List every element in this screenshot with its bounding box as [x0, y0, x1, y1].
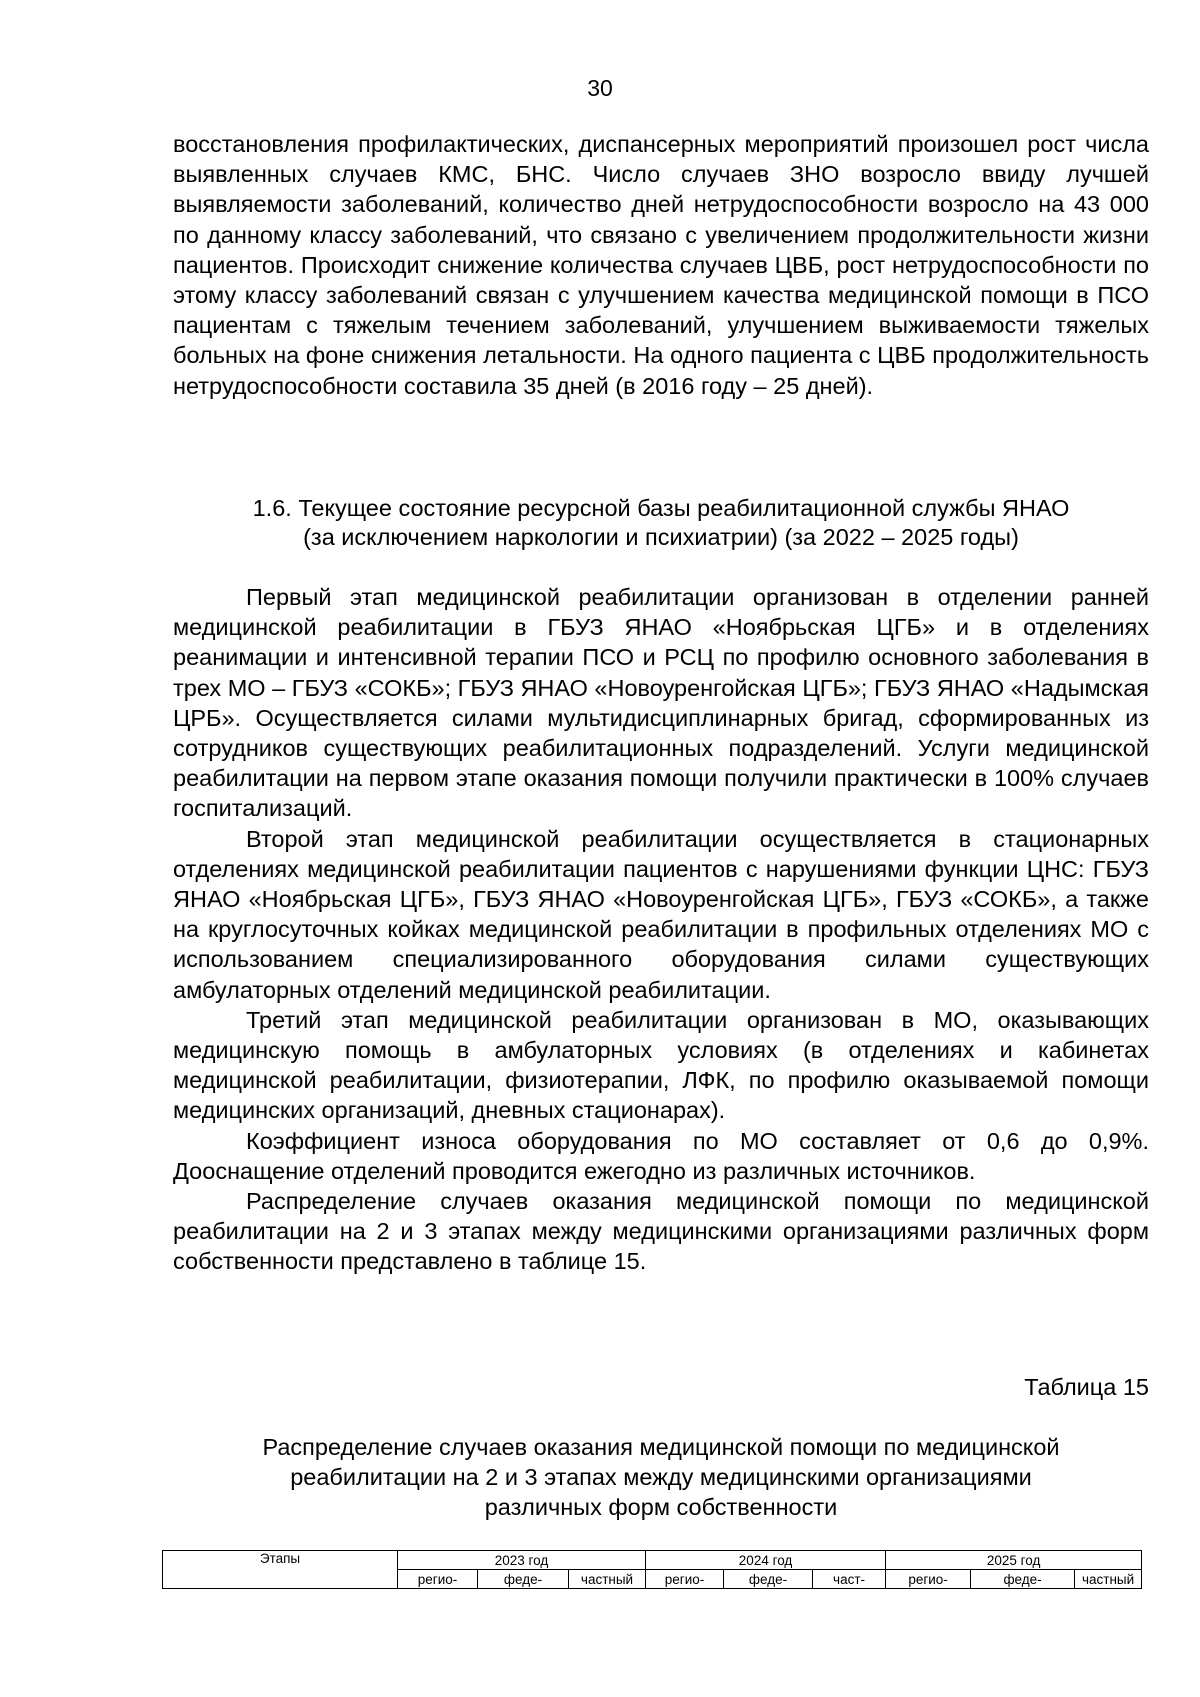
table-caption-line-3: различных форм собственности — [484, 1494, 838, 1520]
paragraph-equipment-wear: Коэффициент износа оборудования по МО составляет от 0,6 до 0,9%. Дооснащение отделений проводится ежегодно из различных источников. — [173, 1127, 1149, 1184]
table-header-2025-federal: феде- — [971, 1570, 1075, 1589]
paragraph-first-stage: Первый этап медицинской реабилитации организован в отделении ранней медицинской реабилитации в ГБУЗ ЯНАО «Ноябрьская ЦГБ» и в отделениях реанимации и интенсивной терапии ПСО и РСЦ по профилю основного заболевания в трех МО – ГБУЗ «СОКБ»; ГБУЗ ЯНАО «Новоуренгойская ЦГБ»; ГБУЗ ЯНАО «Надымская ЦРБ». Осуществляется силами мультидисциплинарных бригад, сформированных из сотрудников существующих реабилитационных подразделений. Услуги медицинской реабилитации на первом этапе оказания помощи получили практически в 100% случаев госпитализаций. — [173, 584, 1149, 822]
table-label: Таблица 15 — [1024, 1374, 1149, 1400]
table-caption-line-1: Распределение случаев оказания медицинской помощи по медицинской — [262, 1434, 1060, 1460]
page-number: 30 — [587, 75, 613, 101]
table-header-2025-regional: регио- — [886, 1570, 971, 1589]
table-header-2025-private: частный — [1075, 1570, 1142, 1589]
main-text-block — [173, 582, 1149, 1277]
section-heading-line-2: (за исключением наркологии и психиатрии) (за 2022 – 2025 годы) — [303, 524, 1019, 550]
section-heading — [173, 494, 1149, 552]
table-header-row-years — [163, 1551, 1142, 1570]
table-header-2024-regional: регио- — [646, 1570, 724, 1589]
table-header-2024-private: част- — [813, 1570, 886, 1589]
table-header-2023-private: частный — [569, 1570, 646, 1589]
table-caption-line-2: реабилитации на 2 и 3 этапах между медицинскими организациями — [290, 1464, 1032, 1490]
table-header-year-2023: 2023 год — [398, 1551, 646, 1570]
distribution-table — [162, 1550, 1142, 1589]
paragraph-continued: восстановления профилактических, диспансерных мероприятий произошел рост числа выявленных случаев КМС, БНС. Число случаев ЗНО возросло ввиду лучшей выявляемости заболеваний, количество дней нетрудоспособности возросло на 43 000 по данному классу заболеваний, что связано с увеличением продолжительности жизни пациентов. Происходит снижение количества случаев ЦВБ, рост нетрудоспособности по этому классу заболеваний связан с улучшением качества медицинской помощи в ПСО пациентам с тяжелым течением заболеваний, улучшением выживаемости тяжелых больных на фоне снижения летальности. На одного пациента с ЦВБ продолжительность нетрудоспособности составила 35 дней (в 2016 году – 25 дней). — [173, 131, 1149, 399]
table-header-year-2025: 2025 год — [886, 1551, 1142, 1570]
paragraph-second-stage: Второй этап медицинской реабилитации осуществляется в стационарных отделениях медицинской реабилитации пациентов с нарушениями функции ЦНС: ГБУЗ ЯНАО «Ноябрьская ЦГБ», ГБУЗ ЯНАО «Новоуренгойская ЦГБ», ГБУЗ «СОКБ», а также на круглосуточных койках медицинской реабилитации в профильных отделениях МО с использованием специализированного оборудования силами существующих амбулаторных отделений медицинской реабилитации. — [173, 825, 1149, 1003]
table-header-2023-federal: феде- — [478, 1570, 569, 1589]
paragraph-distribution: Распределение случаев оказания медицинской помощи по медицинской реабилитации на 2 и 3 этапах между медицинскими организациями различных форм собственности представлено в таблице 15. — [173, 1188, 1149, 1275]
section-heading-line-1: 1.6. Текущее состояние ресурсной базы реабилитационной службы ЯНАО — [252, 495, 1070, 521]
table-header-year-2024: 2024 год — [646, 1551, 886, 1570]
paragraph-third-stage: Третий этап медицинской реабилитации организован в МО, оказывающих медицинскую помощь в амбулаторных условиях (в отделениях и кабинетах медицинской реабилитации, физиотерапии, ЛФК, по профилю оказываемой помощи медицинских организаций, дневных стационарах). — [173, 1006, 1149, 1124]
table-header-2024-federal: феде- — [724, 1570, 813, 1589]
top-text-block — [173, 129, 1149, 401]
table-header-stages: Этапы — [163, 1551, 398, 1589]
table-caption — [173, 1432, 1149, 1522]
table-header-2023-regional: регио- — [398, 1570, 478, 1589]
